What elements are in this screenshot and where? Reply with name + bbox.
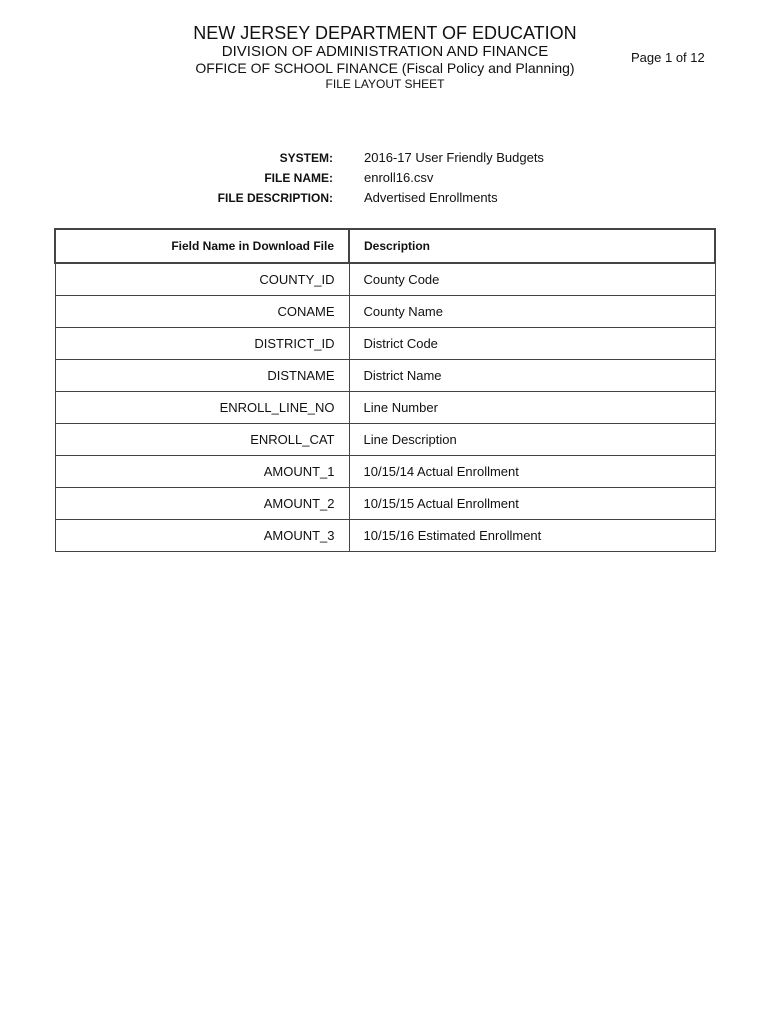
field-name-cell: ENROLL_LINE_NO	[55, 391, 349, 423]
page-number: Page 1 of 12	[631, 50, 705, 65]
file-description-value: Advertised Enrollments	[364, 190, 498, 205]
description-cell: County Name	[349, 295, 715, 327]
office-title: OFFICE OF SCHOOL FINANCE (Fiscal Policy and Planning)	[195, 60, 575, 76]
description-cell: Line Description	[349, 423, 715, 455]
table-row	[55, 519, 715, 551]
system-value: 2016-17 User Friendly Budgets	[364, 150, 544, 165]
table-row	[55, 359, 715, 391]
system-label: SYSTEM:	[279, 151, 333, 165]
field-name-cell: DISTNAME	[55, 359, 349, 391]
field-name-cell: AMOUNT_1	[55, 455, 349, 487]
file-description-label: FILE DESCRIPTION:	[217, 191, 333, 205]
division-title: DIVISION OF ADMINISTRATION AND FINANCE	[221, 43, 549, 60]
description-cell: Line Number	[349, 391, 715, 423]
description-cell: County Code	[349, 263, 715, 295]
field-name-cell: COUNTY_ID	[55, 263, 349, 295]
description-header: Description	[349, 229, 715, 263]
table-header-row	[55, 229, 715, 263]
description-cell: 10/15/16 Estimated Enrollment	[349, 519, 715, 551]
table-row	[55, 455, 715, 487]
description-cell: District Name	[349, 359, 715, 391]
field-name-cell: AMOUNT_2	[55, 487, 349, 519]
table-row	[55, 487, 715, 519]
table-row	[55, 295, 715, 327]
description-cell: 10/15/15 Actual Enrollment	[349, 487, 715, 519]
field-name-header: Field Name in Download File	[55, 229, 349, 263]
file-name-value: enroll16.csv	[364, 170, 434, 185]
field-name-cell: DISTRICT_ID	[55, 327, 349, 359]
file-name-label: FILE NAME:	[264, 171, 333, 185]
table-row	[55, 423, 715, 455]
file-layout-table	[54, 228, 716, 552]
department-title: NEW JERSEY DEPARTMENT OF EDUCATION	[193, 23, 577, 43]
description-cell: District Code	[349, 327, 715, 359]
table-row	[55, 391, 715, 423]
description-cell: 10/15/14 Actual Enrollment	[349, 455, 715, 487]
table-row	[55, 327, 715, 359]
field-name-cell: ENROLL_CAT	[55, 423, 349, 455]
field-name-cell: AMOUNT_3	[55, 519, 349, 551]
field-name-cell: CONAME	[55, 295, 349, 327]
table-row	[55, 263, 715, 295]
sheet-title: FILE LAYOUT SHEET	[325, 77, 445, 91]
